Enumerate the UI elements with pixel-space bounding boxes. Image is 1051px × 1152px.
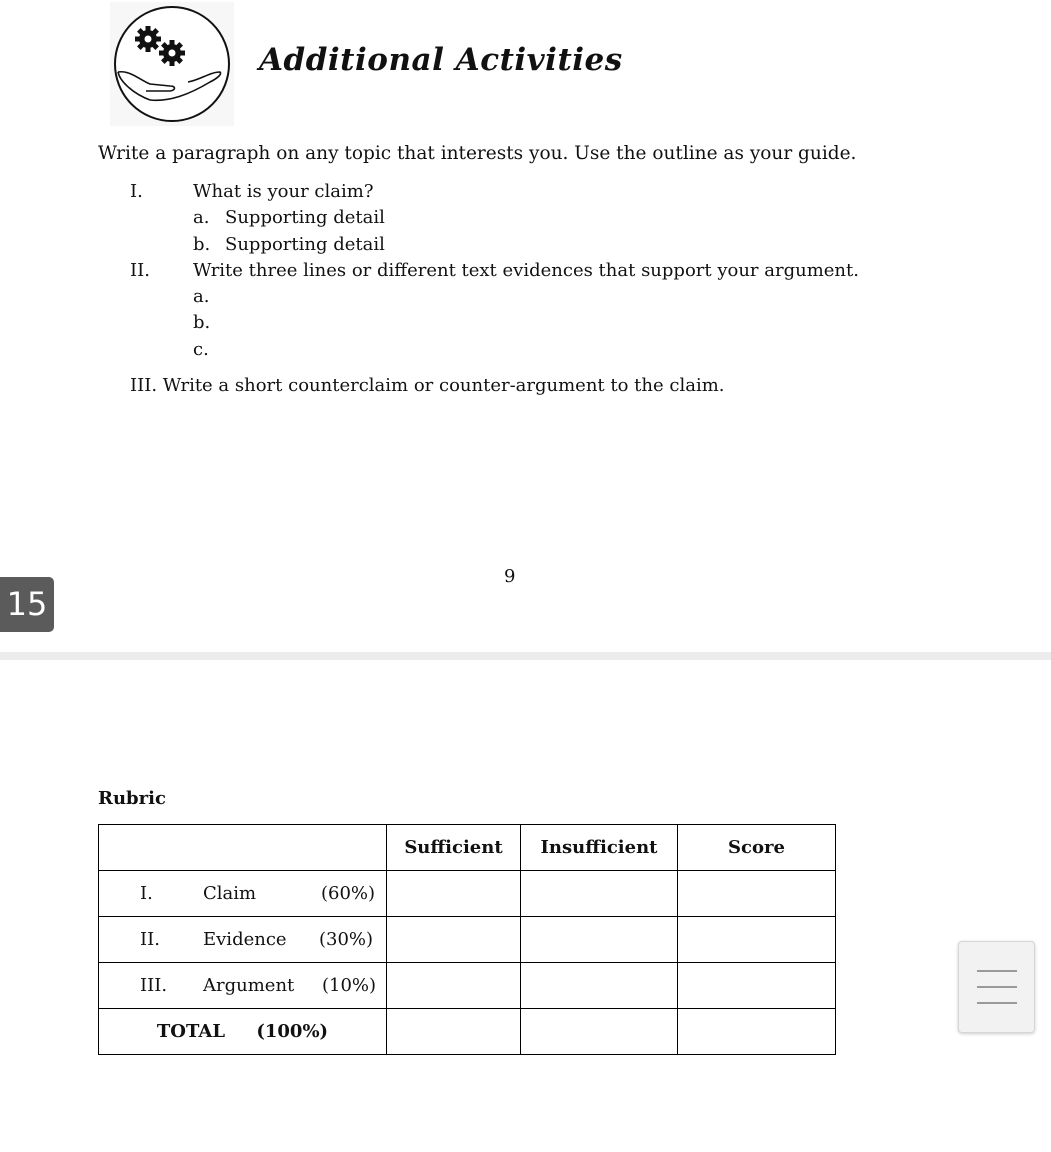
outline-sub-letter: b. — [193, 312, 211, 333]
criterion-weight: (60%) — [321, 883, 376, 904]
outline-item-3: III. Write a short counterclaim or counter-argument to the claim. — [130, 375, 725, 396]
criterion-cell — [99, 917, 387, 963]
sufficient-cell — [387, 963, 521, 1009]
outline-sub-letter: a. — [193, 207, 210, 228]
insufficient-cell — [521, 917, 678, 963]
menu-button[interactable] — [958, 941, 1035, 1033]
criterion-numeral: I. — [140, 883, 153, 904]
page-badge: 15 — [0, 577, 54, 632]
sufficient-cell — [387, 871, 521, 917]
criterion-name: Evidence — [203, 929, 287, 950]
total-cell — [99, 1009, 387, 1055]
criterion-numeral: II. — [140, 929, 160, 950]
outline-sub-letter: b. — [193, 234, 211, 255]
outline-sub-letter: a. — [193, 286, 210, 307]
score-cell — [678, 871, 836, 917]
total-weight: (100%) — [256, 1021, 329, 1042]
score-cell — [678, 917, 836, 963]
table-row-total — [99, 1009, 836, 1055]
outline-sub-text: Supporting detail — [225, 234, 385, 255]
outline-item-1: What is your claim? — [193, 181, 374, 202]
criterion-name: Argument — [203, 975, 295, 996]
criterion-name: Claim — [203, 883, 257, 904]
column-header-sufficient: Sufficient — [387, 825, 521, 871]
column-header — [99, 825, 387, 871]
outline-numeral-2: II. — [130, 260, 150, 281]
table-header-row — [99, 825, 836, 871]
insufficient-cell — [521, 871, 678, 917]
criterion-cell — [99, 871, 387, 917]
page-divider — [0, 652, 1051, 660]
score-cell — [678, 1009, 836, 1055]
table-row — [99, 871, 836, 917]
column-header-insufficient: Insufficient — [521, 825, 678, 871]
outline-numeral-1: I. — [130, 181, 143, 202]
page-title: Additional Activities — [259, 42, 623, 78]
rubric-title: Rubric — [98, 788, 166, 809]
total-label: TOTAL — [156, 1021, 226, 1042]
criterion-weight: (10%) — [322, 975, 377, 996]
column-header-score: Score — [678, 825, 836, 871]
table-row — [99, 917, 836, 963]
sufficient-cell — [387, 1009, 521, 1055]
gears-in-hand-icon — [110, 2, 234, 126]
insufficient-cell — [521, 1009, 678, 1055]
outline-sub-text: Supporting detail — [225, 207, 385, 228]
criterion-cell — [99, 963, 387, 1009]
sufficient-cell — [387, 917, 521, 963]
page-number: 9 — [504, 566, 516, 587]
insufficient-cell — [521, 963, 678, 1009]
score-cell — [678, 963, 836, 1009]
criterion-weight: (30%) — [319, 929, 374, 950]
table-row — [99, 963, 836, 1009]
rubric-table — [98, 824, 836, 1055]
outline-sub-letter: c. — [193, 339, 209, 360]
instructions-text: Write a paragraph on any topic that interests you. Use the outline as your guide. — [98, 143, 857, 164]
outline-item-2: Write three lines or different text evidences that support your argument. — [193, 260, 859, 281]
criterion-numeral: III. — [140, 975, 168, 996]
